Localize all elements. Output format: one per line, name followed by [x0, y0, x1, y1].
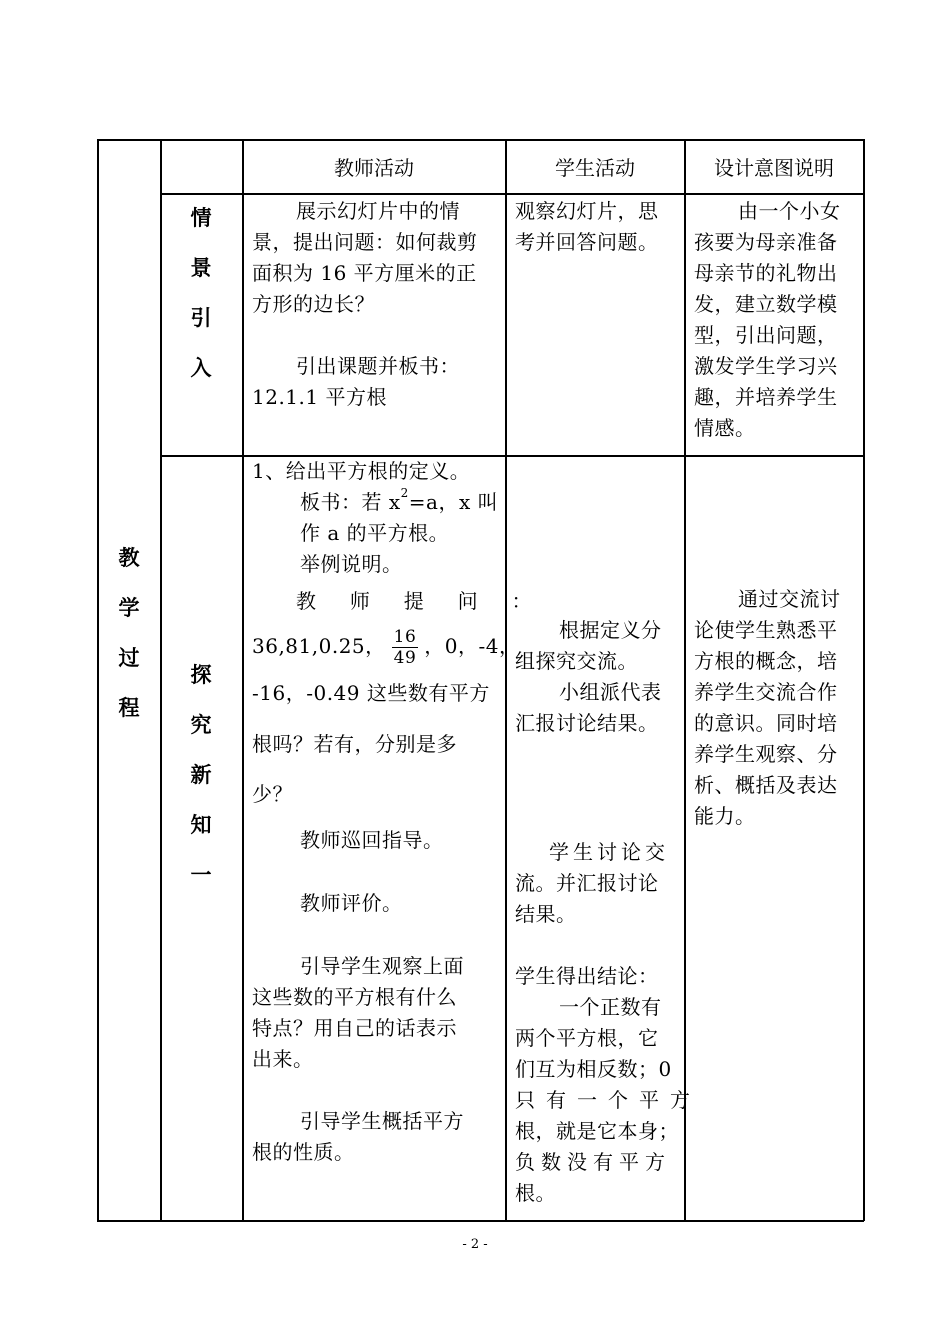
text-line: 根据定义分: [559, 618, 662, 642]
header-student-activity: 学生活动: [555, 155, 635, 180]
teacher-question-line: [252, 586, 532, 617]
text-line: 展示幻灯片中的情: [296, 199, 460, 223]
text-line: 举例说明。: [300, 552, 403, 576]
text-line: 出来。: [252, 1047, 314, 1071]
section-label-teaching-process: [109, 533, 149, 733]
text-line: 趣，并培养学生: [694, 385, 838, 409]
text-line: 学生得出结论：: [515, 964, 659, 988]
row1-design-intent: [694, 196, 841, 444]
text-line: 面积为 16 平方厘米的正: [252, 261, 477, 285]
text-line: 这些数的平方根有什么: [252, 985, 457, 1009]
text-line: 少？: [252, 782, 293, 806]
char: 师: [349, 589, 371, 613]
text-line: 养学生观察、分: [694, 742, 838, 766]
grid-line-header-bottom: [160, 193, 864, 195]
text-line: 根吗？若有，分别是多: [252, 732, 457, 756]
text-line: 考并回答问题。: [515, 230, 659, 254]
text-line: 通过交流讨: [738, 587, 841, 611]
text-fragment: =a，x 叫: [408, 490, 499, 514]
header-design-intent: 设计意图说明: [714, 155, 834, 180]
lesson-title: 12.1.1 平方根: [252, 385, 387, 409]
text-line: 只有一个平方: [515, 1088, 701, 1112]
text-fragment: ，0，-4，: [424, 634, 520, 658]
text-line: 教师巡回指导。: [300, 828, 444, 852]
text-line: 激发学生学习兴: [694, 354, 838, 378]
char: 教: [296, 589, 317, 613]
text-line: 的意识。同时培: [694, 711, 838, 735]
text-fragment: 36,81,0.25，: [252, 634, 386, 658]
text-line: 论使学生熟悉平: [694, 618, 838, 642]
section-label-char: 过: [118, 645, 140, 670]
text-line: -16，-0.49 这些数有平方: [252, 681, 490, 705]
text-line: 方形的边长？: [252, 292, 375, 316]
text-line: 引导学生观察上面: [300, 954, 464, 978]
text-line: 引出课题并板书：: [296, 354, 460, 378]
grid-line-col1: [160, 139, 162, 1221]
text-line: 学生讨论交: [549, 840, 669, 864]
text-line: 发，建立数学模: [694, 292, 838, 316]
header-teacher-activity: 教师活动: [334, 155, 414, 180]
text-line: 流。并汇报讨论: [515, 871, 659, 895]
text-line: 型，引出问题，: [694, 323, 838, 347]
text-line: 引导学生概括平方: [300, 1109, 464, 1133]
text-line: 观察幻灯片，思: [515, 199, 659, 223]
row-label-char: 情: [190, 205, 212, 230]
row-label-char: 探: [190, 662, 212, 687]
row-label-char: 究: [190, 712, 212, 737]
section-label-char: 程: [118, 695, 140, 720]
text-line: 汇报讨论结果。: [515, 711, 659, 735]
row-label-char: 入: [190, 355, 212, 380]
row-label-explore-new-knowledge: [181, 650, 221, 900]
row1-teacher-activity: [252, 196, 478, 413]
row-label-char: 景: [190, 255, 212, 280]
text-line: 两个平方根，它: [515, 1026, 659, 1050]
char: 问: [457, 589, 479, 613]
text-line: 一个正数有: [559, 995, 662, 1019]
text-line: 根，就是它本身；: [515, 1119, 679, 1143]
text-line: 根。: [515, 1181, 556, 1205]
text-line: 能力。: [694, 804, 756, 828]
text-line: 方根的概念，培: [694, 649, 838, 673]
row2-design-intent: [694, 584, 841, 832]
text-line: 母亲节的礼物出: [694, 261, 838, 285]
spread-text: [296, 586, 532, 617]
row2-student-activity: [515, 615, 701, 1209]
char: 提: [403, 589, 425, 613]
text-line: 由一个小女: [738, 199, 841, 223]
text-line: 特点？用自己的话表示: [252, 1016, 457, 1040]
text-line: 根的性质。: [252, 1140, 355, 1164]
grid-line-right: [863, 139, 865, 1221]
text-line: 作 a 的平方根。: [300, 521, 450, 545]
text-line: 景，提出问题：如何裁剪: [252, 230, 478, 254]
grid-line-col2: [242, 139, 244, 1221]
row2-teacher-activity: [252, 456, 532, 1168]
fraction: [392, 627, 419, 668]
text-line: 析、概括及表达: [694, 773, 838, 797]
grid-line-left: [97, 139, 99, 1221]
number-list-line: [252, 623, 532, 669]
row-label-char: 新: [190, 762, 212, 787]
text-line: 们互为相反数；0: [515, 1057, 672, 1081]
text-fragment: 板书：若 x: [300, 490, 401, 514]
superscript: 2: [400, 486, 409, 500]
row1-student-activity: [515, 196, 659, 258]
row-label-scenario-intro: [181, 193, 221, 393]
fraction-denominator: 49: [393, 648, 417, 668]
board-writing-definition: [252, 487, 532, 518]
fraction-numerator: 16: [393, 627, 417, 647]
page-number: - 2 -: [462, 1237, 488, 1252]
text-line: 教师评价。: [300, 891, 403, 915]
text-line: 情感。: [694, 416, 756, 440]
text-line: 负数没有平方: [515, 1150, 671, 1174]
text-line: 1、给出平方根的定义。: [252, 459, 471, 483]
text-line: 养学生交流合作: [694, 680, 838, 704]
text-line: 孩要为母亲准备: [694, 230, 838, 254]
grid-line-bottom: [97, 1220, 864, 1222]
text-line: 结果。: [515, 902, 577, 926]
row-label-char: 引: [190, 305, 212, 330]
text-line: 小组派代表: [559, 680, 662, 704]
char: ：: [511, 589, 532, 613]
section-label-char: 学: [118, 595, 140, 620]
row-label-char: 一: [190, 862, 212, 887]
section-label-char: 教: [118, 545, 140, 570]
row-label-char: 知: [190, 812, 212, 837]
text-line: 组探究交流。: [515, 649, 638, 673]
